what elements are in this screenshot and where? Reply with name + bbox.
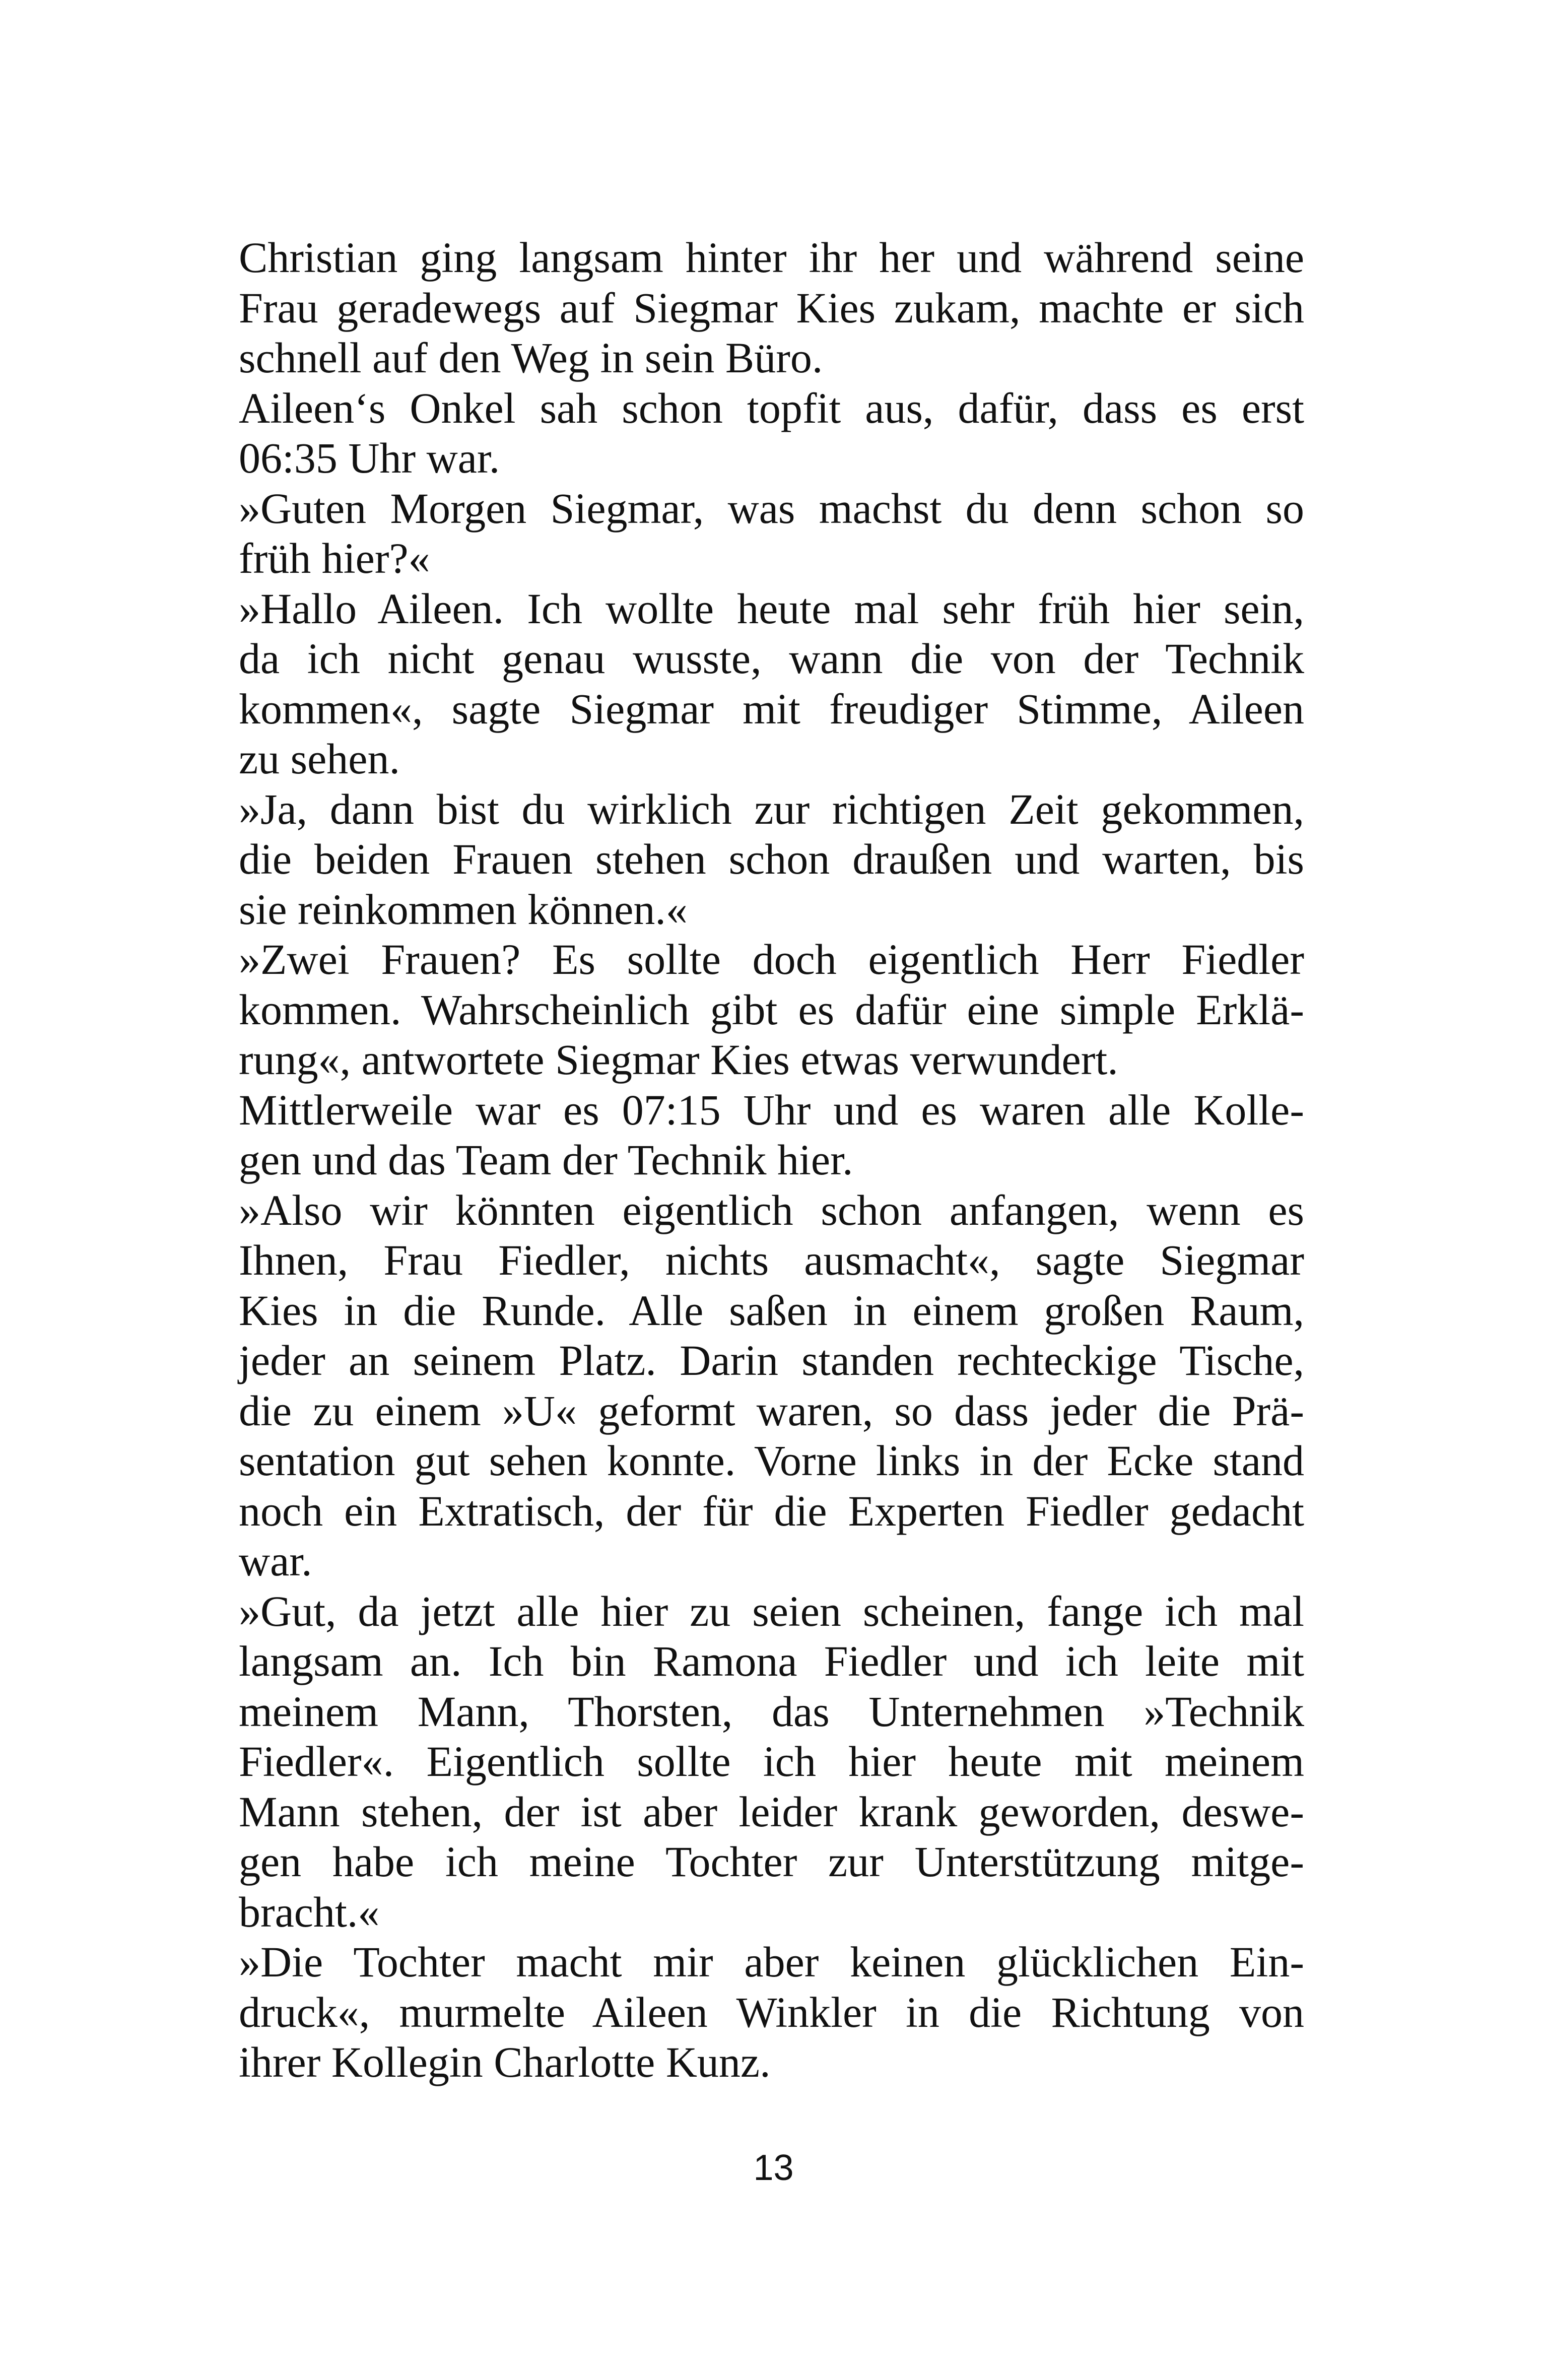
text-line: schnell auf den Weg in sein Büro.: [239, 334, 823, 382]
page-number: 13: [753, 2148, 794, 2188]
text-line: Aileen‘s Onkel sah schon topfit aus, dafür, dass es erst: [239, 383, 1304, 432]
text-line: die beiden Frauen stehen schon draußen und warten, bis: [239, 835, 1304, 883]
text-line: kommen«, sagte Siegmar mit freudiger Stimme, Aileen: [239, 684, 1304, 733]
text-line: »Guten Morgen Siegmar, was machst du denn schon so: [239, 484, 1304, 533]
text-line: war.: [239, 1537, 312, 1585]
text-line: jeder an seinem Platz. Darin standen rechteckige Tische,: [239, 1336, 1304, 1384]
paragraph: [239, 1937, 1304, 2088]
text-line: noch ein Extratisch, der für die Experten Fiedler gedacht: [239, 1486, 1304, 1535]
paragraph: [239, 484, 1304, 584]
paragraph: [239, 383, 1304, 484]
text-line: gen und das Team der Technik hier.: [239, 1136, 853, 1184]
text-line: sie reinkommen können.«: [239, 885, 688, 934]
paragraph: [239, 1586, 1304, 1938]
paragraph: [239, 233, 1304, 383]
text-line: Fiedler«. Eigentlich sollte ich hier heute mit meinem: [239, 1737, 1304, 1786]
paragraph: [239, 584, 1304, 784]
text-line: rung«, antwortete Siegmar Kies etwas verwundert.: [239, 1035, 1118, 1084]
text-line: »Ja, dann bist du wirklich zur richtigen Zeit gekommen,: [239, 784, 1304, 833]
text-line: Ihnen, Frau Fiedler, nichts ausmacht«, sagte Siegmar: [239, 1236, 1304, 1284]
text-line: 06:35 Uhr war.: [239, 434, 500, 482]
text-line: ihrer Kollegin Charlotte Kunz.: [239, 2038, 771, 2086]
paragraph: [239, 935, 1304, 1085]
body-text: [239, 233, 1304, 2088]
text-line: Frau geradewegs auf Siegmar Kies zukam, machte er sich: [239, 283, 1304, 332]
paragraph: [239, 1185, 1304, 1586]
text-line: langsam an. Ich bin Ramona Fiedler und ich leite mit: [239, 1637, 1304, 1685]
text-line: »Gut, da jetzt alle hier zu seien scheinen, fange ich mal: [239, 1586, 1304, 1635]
paragraph: [239, 1085, 1304, 1185]
text-line: »Also wir könnten eigentlich schon anfangen, wenn es: [239, 1185, 1304, 1234]
text-line: da ich nicht genau wusste, wann die von der Technik: [239, 634, 1304, 683]
text-line: meinem Mann, Thorsten, das Unternehmen »Technik: [239, 1687, 1304, 1736]
paragraph: [239, 784, 1304, 935]
text-line: Mittlerweile war es 07:15 Uhr und es waren alle Kolle-: [239, 1085, 1304, 1134]
text-line: sentation gut sehen konnte. Vorne links in der Ecke stand: [239, 1436, 1304, 1485]
text-line: die zu einem »U« geformt waren, so dass jeder die Prä-: [239, 1386, 1304, 1435]
text-line: Christian ging langsam hinter ihr her und während seine: [239, 233, 1304, 282]
text-line: »Hallo Aileen. Ich wollte heute mal sehr früh hier sein,: [239, 584, 1304, 633]
text-line: früh hier?«: [239, 534, 430, 582]
text-line: »Die Tochter macht mir aber keinen glücklichen Ein-: [239, 1938, 1304, 1986]
text-line: Kies in die Runde. Alle saßen in einem großen Raum,: [239, 1286, 1304, 1335]
text-line: druck«, murmelte Aileen Winkler in die Richtung von: [239, 1988, 1304, 2036]
text-line: gen habe ich meine Tochter zur Unterstützung mitge-: [239, 1837, 1304, 1886]
text-line: »Zwei Frauen? Es sollte doch eigentlich Herr Fiedler: [239, 935, 1304, 983]
text-line: bracht.«: [239, 1887, 380, 1936]
text-line: zu sehen.: [239, 735, 400, 783]
text-line: kommen. Wahrscheinlich gibt es dafür eine simple Erklä-: [239, 985, 1304, 1034]
text-line: Mann stehen, der ist aber leider krank geworden, deswe-: [239, 1787, 1304, 1836]
